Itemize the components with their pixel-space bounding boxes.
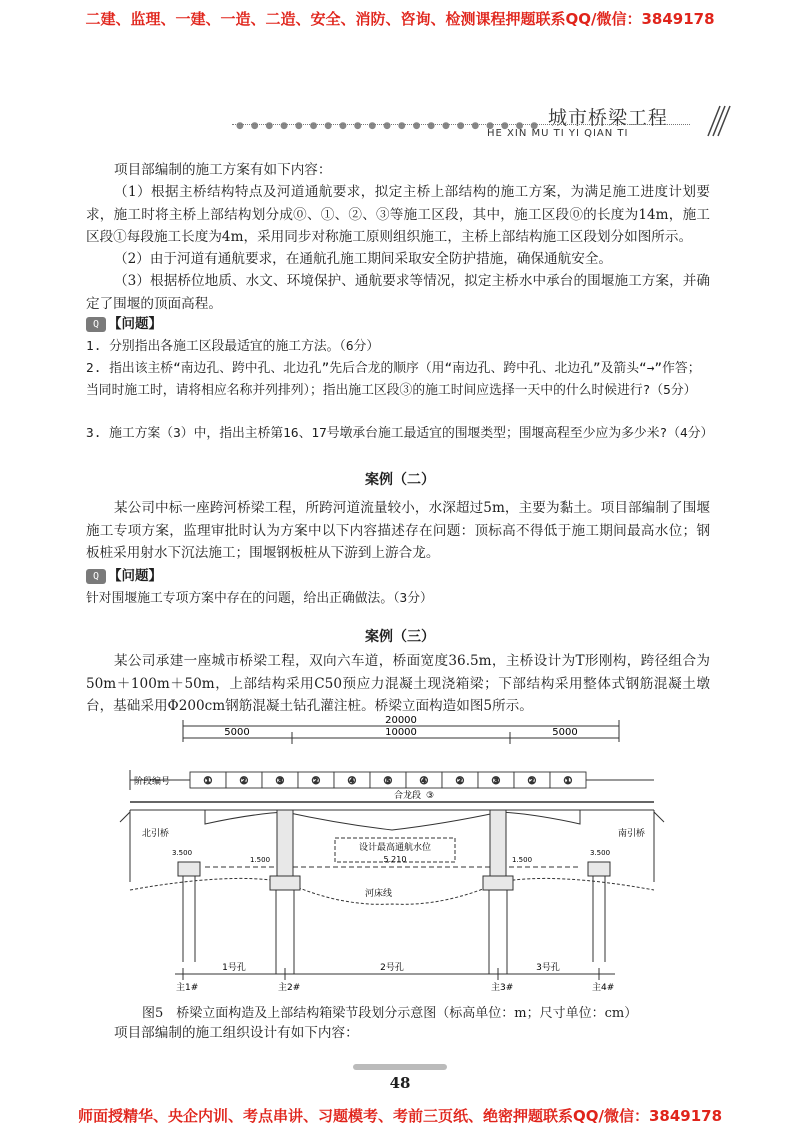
- elev-d: 3.500: [590, 849, 611, 857]
- case1-question-title: 【问题】: [108, 316, 162, 332]
- closure-label: 合龙段: [394, 791, 422, 801]
- case2-title: 案例（二）: [365, 472, 435, 488]
- case3-title: 案例（三）: [365, 629, 435, 645]
- case3-body: 某公司承建一座城市桥梁工程，双向六车道，桥面宽度36.5m，主桥设计为T形刚构，跨径组合为50m＋100m＋50m，上部结构采用C50预应力混凝土现浇箱梁；下部结构采用整体式钢筋混凝土墩台，基础采用Φ200cm钢筋混凝土钻孔灌注桩。桥梁立面构造如图5所示。: [86, 653, 710, 714]
- case1-item1: （1）根据主桥结构特点及河道通航要求，拟定主桥上部结构的施工方案，为满足施工进度计划要求，施工时将主桥上部结构划分成⓪、①、②、③等施工区段，其中，施工区段⓪的长度为14m，施工区段①每段施工长度为4m，采用同步对称施工原则组织施工，主桥上部结构施工区段划分如图所示。: [86, 184, 710, 245]
- page-header-pinyin: HE XIN MU TI YI QIAN TI: [487, 128, 629, 139]
- stage-number: ①: [203, 776, 213, 787]
- stage-number: ⑤: [383, 776, 393, 787]
- page-header-title: 城市桥梁工程: [548, 107, 669, 129]
- bridge-elevation-figure: [110, 712, 690, 997]
- stage-number: ②: [239, 776, 249, 787]
- elev-c: 1.500: [512, 856, 533, 864]
- figure-caption: 图5 桥梁立面构造及上部结构箱梁节段划分示意图（标高单位：m；尺寸单位：cm）: [142, 1006, 638, 1021]
- closure-num: ③: [426, 791, 435, 801]
- case1-q2: 2. 指出该主桥“南边孔、跨中孔、北边孔”先后合龙的顺序（用“南边孔、跨中孔、北边孔”及箭头“→”作答；当同时施工时，请将相应名称并列排列）；指出施工区段③的施工时间应选择一天中的什么时候进行?（5分）: [86, 361, 701, 398]
- case2-q1: 针对围堰施工专项方案中存在的问题，给出正确做法。（3分）: [86, 591, 433, 606]
- dim-mid: 10000: [385, 727, 417, 738]
- dim-right: 5000: [552, 727, 578, 738]
- bottom-banner: 师面授精华、央企内训、考点串讲、习题模考、考前三页纸、绝密押题联系QQ/微信：3849178: [77, 1107, 723, 1125]
- top-banner: 二建、监理、一建、一造、二造、安全、消防、咨询、检测课程押题联系QQ/微信：3849178: [85, 10, 715, 28]
- stage-number: ③: [275, 776, 285, 787]
- question-icon: Q: [86, 317, 106, 332]
- header-slash-ornament: [694, 100, 734, 140]
- case1-item2: （2）由于河道有通航要求，在通航孔施工期间采取安全防护措施，确保通航安全。: [114, 251, 613, 267]
- case2-question-title: 【问题】: [108, 568, 162, 584]
- stage-number: ②: [311, 776, 321, 787]
- elev-b: 1.500: [250, 856, 271, 864]
- bed-label: 河床线: [365, 889, 393, 899]
- span2: 2号孔: [380, 963, 404, 973]
- stage-number: ③: [491, 776, 501, 787]
- dim-total: 20000: [385, 715, 417, 726]
- elev-a: 3.500: [172, 849, 193, 857]
- page-number: 48: [389, 1074, 411, 1092]
- case1-q3: 3. 施工方案（3）中，指出主桥第16、17号墩承台施工最适宜的围堰类型；围堰高程至少应为多少米?（4分）: [86, 426, 714, 441]
- stage-label: 阶段编号: [134, 777, 171, 787]
- stage-number: ④: [419, 776, 429, 787]
- span3: 3号孔: [536, 963, 560, 973]
- question-icon: Q: [86, 569, 106, 584]
- after-figure-text: 项目部编制的施工组织设计有如下内容：: [114, 1025, 359, 1041]
- stage-number: ②: [527, 776, 537, 787]
- case1-intro: 项目部编制的施工方案有如下内容：: [114, 162, 332, 178]
- case2-question-heading: [86, 565, 710, 588]
- span1: 1号孔: [222, 963, 246, 973]
- case2-body: 某公司中标一座跨河桥梁工程，所跨河道流量较小，水深超过5m，主要为黏土。项目部编制了围堰施工专项方案，监理审批时认为方案中以下内容描述存在问题：顶标高不得低于施工期间最高水位；钢板桩采用射水下沉法施工；围堰钢板桩从下游到上游合龙。: [86, 500, 710, 561]
- page-number-ornament: [353, 1064, 447, 1070]
- stage-number: ④: [347, 776, 357, 787]
- pier1: 主1#: [176, 983, 199, 993]
- stage-number: ②: [455, 776, 465, 787]
- south-approach: 南引桥: [618, 829, 646, 839]
- north-approach: 北引桥: [142, 829, 170, 839]
- header-dots: ● ● ● ● ● ● ● ● ● ● ● ● ● ● ● ● ● ● ● ● ●: [236, 121, 541, 131]
- case1-question-heading: [86, 313, 710, 336]
- pier3: 主3#: [491, 983, 514, 993]
- stage-number: ①: [563, 776, 573, 787]
- nav-label: 设计最高通航水位: [358, 843, 432, 853]
- pier4: 主4#: [592, 983, 615, 993]
- case1-q1: 1. 分别指出各施工区段最适宜的施工方法。（6分）: [86, 339, 380, 354]
- case1-item3: （3）根据桥位地质、水文、环境保护、通航要求等情况，拟定主桥水中承台的围堰施工方案，并确定了围堰的顶面高程。: [86, 273, 710, 312]
- header-rule: [232, 124, 690, 125]
- dim-left: 5000: [224, 727, 250, 738]
- nav-elev: 5.210: [383, 855, 407, 864]
- pier2: 主2#: [278, 983, 301, 993]
